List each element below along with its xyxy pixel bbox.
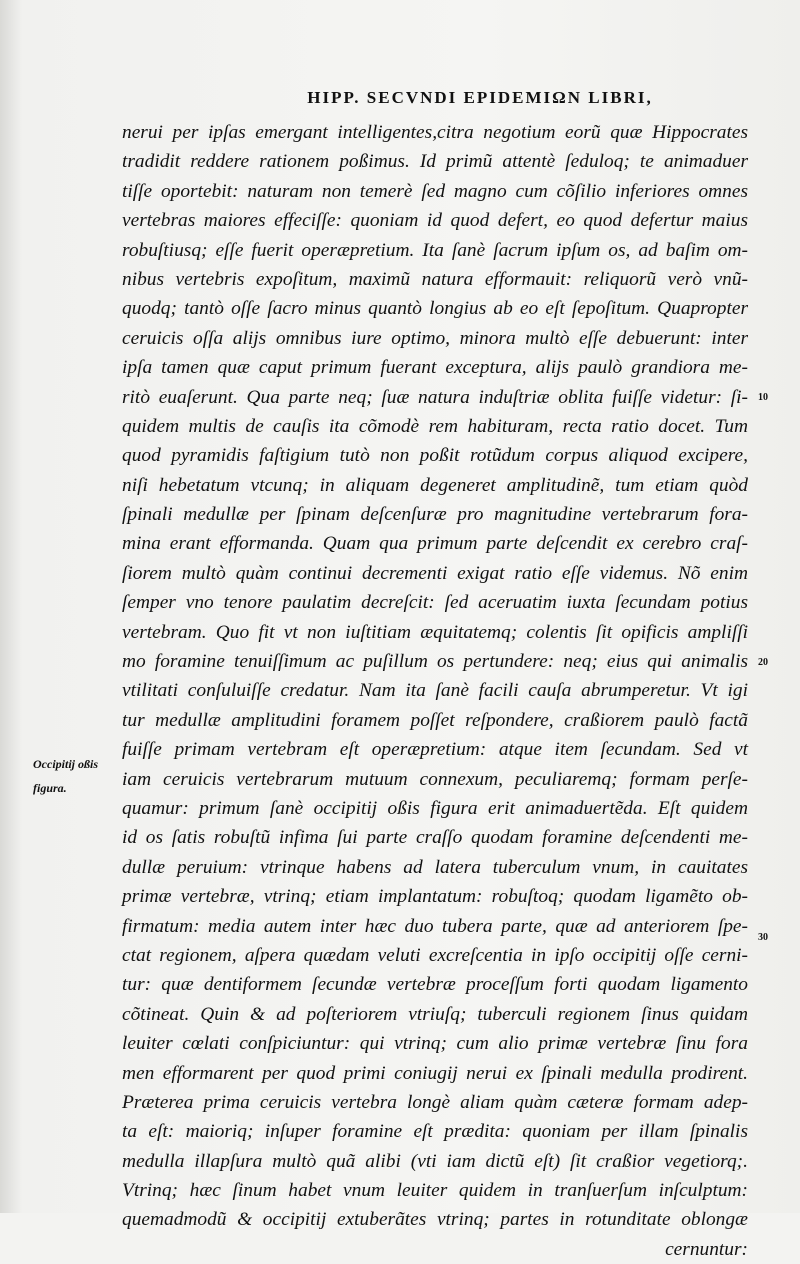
text-line: ceruicis oſſa alijs omnibus iure optimo, minora multò eſſe debuerunt: inter [122, 327, 748, 349]
text-line: niſi hebetatum vtcunq; in aliquam degeneret amplitudinẽ, tum etiam quòd [122, 474, 748, 496]
text-line: Vtrinq; hæc ſinum habet vnum leuiter quidem in tranſuerſum inſculptum: [122, 1180, 748, 1202]
text-line: ſemper vno tenore paulatim decreſcit: ſed aceruatim iuxta ſecundam potius [122, 592, 748, 614]
text-line: Præterea prima ceruicis vertebra longè aliam quàm cæteræ formam adep- [122, 1091, 748, 1113]
text-line: tur: quæ dentiformem ſecundæ vertebræ proceſſum forti quodam ligamento [122, 974, 748, 996]
text-line: firmatum: media autem inter hæc duo tubera parte, quæ ad anteriorem ſpe- [122, 915, 748, 937]
text-line: mo foramine tenuiſſimum ac puſillum os pertundere: neq; eius qui animalis [122, 651, 748, 673]
text-line: ſpinali medullæ per ſpinam deſcenſuræ pro magnitudine vertebrarum fora- [122, 504, 748, 526]
text-line: ſiorem multò quàm continui decrementi exigat ratio eſſe videmus. Nõ enim [122, 562, 748, 584]
running-title: HIPP. SECVNDI EPIDEMIΩN LIBRI, [307, 88, 653, 107]
body-text [122, 118, 748, 1264]
text-line: medulla illapſura multò quã alibi (vti iam dictũ eſt) ſit craßior vegetiorq;. [122, 1150, 748, 1172]
text-line: quidem multis de cauſis ita cõmodè rem habituram, recta ratio docet. Tum [122, 415, 748, 437]
line-number: 20 [758, 657, 768, 668]
text-line: quemadmodũ & occipitij extuberãtes vtrinq; partes in rotunditate oblongæ [122, 1209, 748, 1231]
text-line: dullæ peruium: vtrinque habens ad latera tuberculum vnum, in cauitates [122, 856, 748, 878]
text-line: men efformarent per quod primi coniugij nerui ex ſpinali medulla prodirent. [122, 1062, 748, 1084]
text-line: tiſſe oportebit: naturam non temerè ſed magno cum cõſilio inferiores omnes [122, 180, 748, 202]
text-line: iam ceruicis vertebrarum mutuum connexum, peculiaremq; formam perſe- [122, 768, 748, 790]
text-line-final: cernuntur: [665, 1238, 748, 1260]
text-line: ta eſt: maioriq; inſuper foramine eſt prædita: quoniam per illam ſpinalis [122, 1121, 748, 1143]
text-line: nerui per ipſas emergant intelligentes,citra negotium eorũ quæ Hippocrates [122, 122, 748, 143]
margin-note [33, 752, 125, 800]
text-line: quamur: primum ſanè occipitij oßis figura erit animaduertẽda. Eſt quidem [122, 797, 748, 819]
text-line: id os ſatis robuſtũ infima ſui parte craſſo quodam foramine deſcendenti me- [122, 827, 748, 849]
line-number: 10 [758, 392, 768, 403]
text-line: vertebras maiores effeciſſe: quoniam id quod defert, eo quod defertur maius [122, 210, 748, 232]
text-line: ipſa tamen quæ caput primum fuerant exceptura, alijs paulò grandiora me- [122, 357, 748, 379]
text-line: quodq; tantò oſſe ſacro minus quantò longius ab eo eſt ſepoſitum. Quapropter [122, 298, 748, 320]
text-line: tur medullæ amplitudini foramem poſſet reſpondere, craßiorem paulò factã [122, 709, 748, 731]
text-line: ritò euaſerunt. Qua parte neq; ſuæ natura induſtriæ oblita fuiſſe videtur: ſi- [122, 386, 748, 408]
text-line: primæ vertebræ, vtrinq; etiam implantatum: robuſtoq; quodam ligamẽto ob- [122, 886, 748, 908]
margin-note-line: figura. [33, 781, 67, 795]
text-line: tradidit reddere rationem poßimus. Id primũ attentè ſeduloq; te animaduer [122, 151, 748, 173]
text-line: nibus vertebris expoſitum, maximũ natura efformauit: reliquorũ verò vnũ- [122, 268, 748, 290]
text-line: robuſtiusq; eſſe fuerit operæpretium. Ita ſanè ſacrum ipſum os, ad baſim om- [122, 239, 748, 261]
text-line: leuiter cœlati conſpiciuntur: qui vtrinq; cum alio primæ vertebræ ſinu fora [122, 1033, 748, 1055]
running-header [0, 88, 800, 108]
text-line: fuiſſe primam vertebram eſt operæpretium: atque item ſecundam. Sed vt [122, 739, 748, 761]
line-number: 30 [758, 932, 768, 943]
text-line: mina erant efformanda. Quam qua primum parte deſcendit ex cerebro craſ- [122, 533, 748, 555]
text-line: ctat regionem, aſpera quædam veluti excreſcentia in ipſo occipitij oſſe cerni- [122, 944, 748, 966]
text-line: quod pyramidis faſtigium tutò non poßit rotũdum corpus aliquod excipere, [122, 445, 748, 467]
text-line: vertebram. Quo fit vt non iuſtitiam æquitatemq; colentis ſit opificis ampliſſi [122, 621, 748, 643]
text-line: cõtineat. Quin & ad poſteriorem vtriuſq; tuberculi regionem ſinus quidam [122, 1003, 748, 1025]
margin-note-line: Occipitij oßis [33, 757, 98, 771]
text-line: vtilitati conſuluiſſe credatur. Nam ita ſanè facili cauſa abrumperetur. Vt igi [122, 680, 748, 702]
